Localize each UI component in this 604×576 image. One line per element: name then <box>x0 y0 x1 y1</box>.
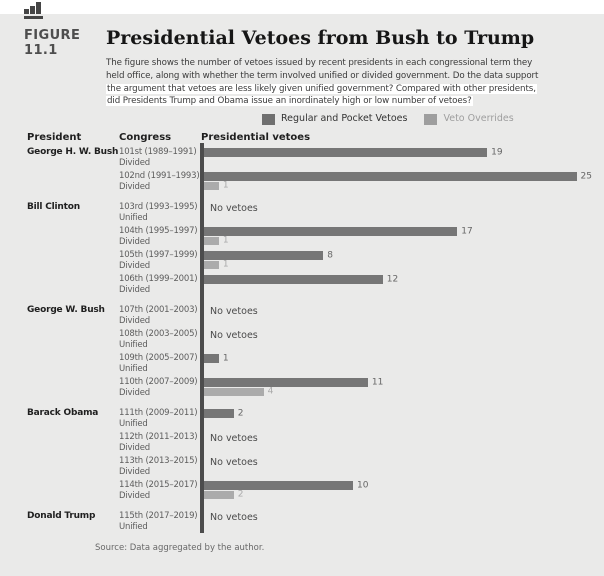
president-label: Barack Obama <box>27 408 99 419</box>
bar-chart-icon <box>24 2 43 18</box>
congress-cell <box>119 329 200 351</box>
figure-number-line1: FIGURE <box>24 28 81 43</box>
regular-vetoes-bar <box>204 147 503 158</box>
congress-cell <box>119 511 200 533</box>
president-label <box>27 480 119 502</box>
government-label: Unified <box>119 340 148 351</box>
chart-row <box>0 329 604 351</box>
bars-cell <box>200 432 604 454</box>
bars-cell <box>200 250 604 272</box>
bars-cell <box>200 147 604 169</box>
bars-cell <box>200 329 604 351</box>
top-strip <box>0 0 604 14</box>
congress-label: 105th (1997–1999) <box>119 250 198 261</box>
figure-number-line2: 11.1 <box>24 43 58 58</box>
congress-label: 102nd (1991–1993) <box>119 171 200 182</box>
regular-vetoes-bar <box>204 408 244 419</box>
bars-cell <box>200 511 604 533</box>
veto-overrides-value: 4 <box>267 386 274 397</box>
bars-cell <box>200 377 604 399</box>
regular-vetoes-bar <box>204 250 333 261</box>
president-label: Bill Clinton <box>27 202 80 213</box>
congress-cell <box>119 147 200 169</box>
veto-overrides-bar <box>204 235 229 246</box>
no-vetoes-label: No vetoes <box>210 457 258 469</box>
president-label <box>27 226 119 248</box>
congress-label: 109th (2005–2007) <box>119 353 198 364</box>
no-vetoes-label: No vetoes <box>210 203 258 215</box>
president-label: George H. W. Bush <box>27 147 119 158</box>
government-label: Divided <box>119 158 150 169</box>
chart-row <box>0 226 604 248</box>
government-label: Divided <box>119 316 150 327</box>
veto-overrides-bar <box>204 259 229 270</box>
regular-vetoes-value: 11 <box>371 377 384 388</box>
chart-row <box>0 353 604 375</box>
congress-cell <box>119 202 200 224</box>
regular-vetoes-value: 19 <box>491 147 503 158</box>
veto-overrides-value: 1 <box>222 259 229 270</box>
bars-cell <box>200 353 604 375</box>
congress-label: 115th (2017–2019) <box>119 511 198 522</box>
congress-label: 112th (2011–2013) <box>119 432 198 443</box>
regular-vetoes-bar <box>204 480 369 491</box>
president-label <box>27 377 119 399</box>
government-label: Unified <box>119 522 148 533</box>
no-vetoes-label: No vetoes <box>210 306 258 318</box>
congress-label: 108th (2003–2005) <box>119 329 198 340</box>
figure-number <box>24 28 106 108</box>
chart-rows <box>0 147 604 533</box>
congress-cell <box>119 305 200 327</box>
bars-cell <box>200 274 604 296</box>
regular-vetoes-value: 17 <box>461 226 473 237</box>
regular-vetoes-bar <box>204 226 473 237</box>
congress-label: 101st (1989–1991) <box>119 147 197 158</box>
figure-content <box>0 14 604 576</box>
bars-cell <box>200 226 604 248</box>
chart-row <box>0 250 604 272</box>
figure-description <box>106 57 542 108</box>
government-label: Divided <box>119 237 150 248</box>
veto-overrides-value: 1 <box>222 180 229 191</box>
president-label: Donald Trump <box>27 511 96 522</box>
congress-cell <box>119 353 200 375</box>
government-label: Divided <box>119 285 150 296</box>
no-vetoes-label: No vetoes <box>210 330 258 342</box>
legend-label-regular-vetoes: Regular and Pocket Vetoes <box>281 113 408 125</box>
congress-cell <box>119 226 200 248</box>
regular-vetoes-bar <box>204 171 592 182</box>
veto-overrides-bar <box>204 386 274 397</box>
government-label: Unified <box>119 213 148 224</box>
government-label: Divided <box>119 443 150 454</box>
veto-overrides-bar <box>204 489 244 500</box>
congress-label: 104th (1995–1997) <box>119 226 198 237</box>
government-label: Divided <box>119 388 150 399</box>
column-header-presidential-vetoes: Presidential vetoes <box>201 132 311 144</box>
congress-label: 111th (2009–2011) <box>119 408 198 419</box>
column-header-congress: Congress <box>119 132 172 144</box>
congress-cell <box>119 408 200 430</box>
legend-swatch-veto-overrides <box>424 114 437 125</box>
government-label: Divided <box>119 491 150 502</box>
chart-row <box>0 456 604 478</box>
no-vetoes-label: No vetoes <box>210 433 258 445</box>
chart-body <box>0 147 604 533</box>
legend-item-regular-vetoes <box>262 113 407 125</box>
regular-vetoes-value: 10 <box>357 480 369 491</box>
government-label: Unified <box>119 364 148 375</box>
president-label <box>27 274 119 296</box>
congress-cell <box>119 432 200 454</box>
chart-row <box>0 305 604 327</box>
legend-swatch-regular-vetoes <box>262 114 275 125</box>
bars-cell <box>200 305 604 327</box>
president-label <box>27 456 119 478</box>
regular-vetoes-value: 12 <box>386 274 399 285</box>
chart-row <box>0 408 604 430</box>
bars-cell <box>200 480 604 502</box>
congress-label: 106th (1999–2001) <box>119 274 198 285</box>
legend-item-veto-overrides <box>424 113 513 125</box>
congress-cell <box>119 171 200 193</box>
regular-vetoes-value: 8 <box>327 250 333 261</box>
bars-cell <box>200 202 604 224</box>
chart-row <box>0 432 604 454</box>
description-part1: The figure shows the number of vetoes issued by recent presidents in each congressional term they held office, along with whether the term involved unified or divided government. Do the data support <box>106 58 539 81</box>
chart-row <box>0 480 604 502</box>
description-part2-highlighted: the argument that vetoes are less likely given unified government? Compared with other presidents, did Presidents Trump and Obama issue an inordinately high or low number of vetoes? <box>107 83 536 107</box>
regular-vetoes-bar <box>204 353 229 364</box>
congress-cell <box>119 480 200 502</box>
congress-cell <box>119 250 200 272</box>
chart-axis-line <box>200 143 204 533</box>
regular-vetoes-bar <box>204 274 399 285</box>
legend-label-veto-overrides: Veto Overrides <box>443 113 514 125</box>
chart-row <box>0 377 604 399</box>
source-note: Source: Data aggregated by the author. <box>95 543 265 554</box>
no-vetoes-label: No vetoes <box>210 512 258 524</box>
chart-column-headers <box>0 132 604 144</box>
government-label: Divided <box>119 261 150 272</box>
regular-vetoes-value: 2 <box>237 408 244 419</box>
congress-label: 107th (2001–2003) <box>119 305 198 316</box>
veto-overrides-value: 1 <box>222 235 229 246</box>
president-label <box>27 250 119 272</box>
bars-cell <box>200 408 604 430</box>
government-label: Divided <box>119 182 150 193</box>
government-label: Divided <box>119 467 150 478</box>
president-label <box>27 353 119 375</box>
chart-legend <box>262 113 604 125</box>
veto-overrides-value: 2 <box>237 489 244 500</box>
chart-row <box>0 171 604 193</box>
congress-label: 103rd (1993–1995) <box>119 202 198 213</box>
congress-label: 110th (2007–2009) <box>119 377 198 388</box>
president-label <box>27 432 119 454</box>
bars-cell <box>200 456 604 478</box>
congress-cell <box>119 377 200 399</box>
congress-label: 113th (2013–2015) <box>119 456 198 467</box>
congress-cell <box>119 456 200 478</box>
president-label <box>27 329 119 351</box>
bars-cell <box>200 171 604 193</box>
government-label: Unified <box>119 419 148 430</box>
congress-label: 114th (2015–2017) <box>119 480 198 491</box>
chart-row <box>0 147 604 169</box>
veto-overrides-bar <box>204 180 229 191</box>
president-label: George W. Bush <box>27 305 105 316</box>
chart-row <box>0 202 604 224</box>
figure-header <box>0 28 604 108</box>
regular-vetoes-bar <box>204 377 384 388</box>
regular-vetoes-value: 25 <box>580 171 592 182</box>
chart-row <box>0 274 604 296</box>
figure-title: Presidential Vetoes from Bush to Trump <box>106 27 535 49</box>
column-header-president: President <box>27 132 82 144</box>
regular-vetoes-value: 1 <box>222 353 229 364</box>
president-label <box>27 171 119 193</box>
chart-row <box>0 511 604 533</box>
congress-cell <box>119 274 200 296</box>
